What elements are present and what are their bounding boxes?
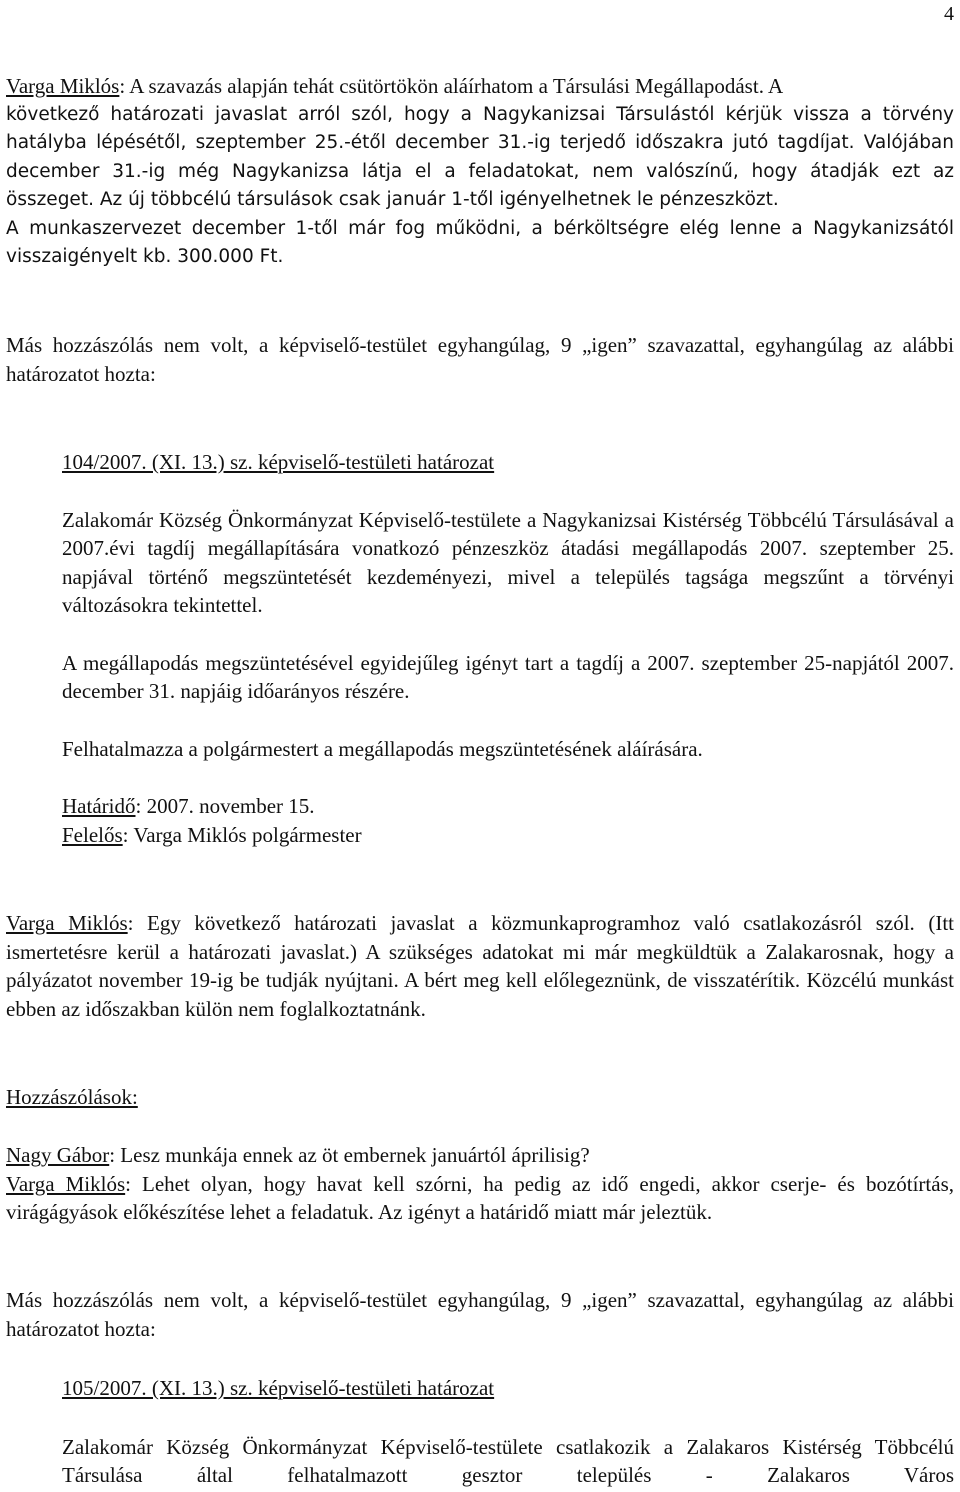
speech-body: : Egy következő határozati javaslat a közmunkaprogramhoz való csatlakozásról szól. (Itt ismertetésre kerül a határozati javaslat.) A szükséges adatokat mi már megküldtük a Zalakarosnak, hogy a pályázatot november 19-ig be tudják nyújtani. A bért meg kell előlegeznünk, de visszatérítik. Közcélú munkást ebben az időszakban külön nem foglalkoztatnánk.	[6, 911, 954, 1021]
comment-varga	[6, 1170, 954, 1227]
responsible-line	[62, 821, 954, 850]
speech-text	[6, 909, 954, 1023]
speaker-name: Varga Miklós	[6, 1171, 126, 1196]
comments-heading	[6, 1083, 954, 1112]
vote-statement-2	[6, 1286, 954, 1343]
comments-heading-text: Hozzászólások:	[6, 1085, 138, 1109]
resolution-body-2: A megállapodás megszüntetésével egyidejűleg igényt tart a tagdíj a 2007. szeptember 25-napjától 2007. december 31. napjáig időarányos részére.	[62, 650, 954, 703]
comments-block	[6, 1141, 954, 1227]
responsible-label: Felelős	[62, 822, 123, 847]
resolution-title: 104/2007. (XI. 13.) sz. képviselő-testületi határozat	[62, 450, 495, 474]
resolution-body-1: Zalakomár Község Önkormányzat Képviselő-testülete csatlakozik a Zalakaros Kistérség Többcélú Társulása által felhatalmazott gesztor település - Zalakaros Város	[62, 1434, 954, 1487]
resolution-title: 105/2007. (XI. 13.) sz. képviselő-testületi határozat	[62, 1376, 495, 1400]
responsible-value: : Varga Miklós polgármester	[122, 822, 362, 847]
deadline-value: : 2007. november 15.	[135, 794, 315, 818]
comment-text: : Lesz munkája ennek az öt embernek januártól áprilisig?	[109, 1143, 590, 1167]
speaker-name: Varga Miklós	[6, 911, 128, 935]
speech-varga-1	[6, 72, 954, 272]
resolution-body-3: Felhatalmazza a polgármestert a megállapodás megszüntetésének aláírására.	[62, 736, 703, 761]
speech-text-3: A munkaszervezet december 1-től már fog működni, a bérköltségre elég lenne a Nagykanizsától visszaigényelt kb. 300.000 Ft.	[6, 217, 954, 267]
resolution-body-1: Zalakomár Község Önkormányzat Képviselő-testülete a Nagykanizsai Kistérség Többcélú Társulásával a 2007.évi tagdíj megállapítására vonatkozó pénzeszköz átadási megállapodás 2007. szeptember 25. napjával történő megszüntetését kezdeményezi, mivel a település tagsága megszűnt a törvényi változásokra tekintettel.	[62, 507, 954, 617]
speech-text-1: A szavazás alapján tehát csütörtökön aláírhatom a Társulási Megállapodást. A	[129, 74, 784, 98]
speech-varga-2	[6, 909, 954, 1023]
vote-text: Más hozzászólás nem volt, a képviselő-testület egyhangúlag, 9 „igen” szavazattal, egyhangúlag az alábbi határozatot hozta:	[6, 1288, 954, 1341]
speaker-name: Nagy Gábor	[6, 1143, 110, 1167]
speaker-name: Varga Miklós	[6, 74, 120, 98]
resolution-104	[62, 448, 954, 849]
page-number: 4	[944, 3, 954, 25]
comment-nagy	[6, 1141, 954, 1170]
vote-text: Más hozzászólás nem volt, a képviselő-testület egyhangúlag, 9 „igen” szavazattal, egyhangúlag az alábbi határozatot hozta:	[6, 333, 954, 386]
deadline-label: Határidő	[62, 794, 136, 818]
vote-statement-1	[6, 331, 954, 388]
speech-text-2: következő határozati javaslat arról szól, hogy a Nagykanizsai Társulástól kérjük vissza a törvény hatályba lépésétől, szeptember 25.-étől december 31.-ig terjedő időszakra jutó tagdíjat. Valójában december 31.-ig még Nagykanizsa látja el a feladatokat, nem valószínű, hogy átadják ezt az összeget. Az új többcélú társulások csak január 1-től igényelhetnek le pénzeszközt.	[6, 103, 954, 210]
comment-text: : Lehet olyan, hogy havat kell szórni, ha pedig az idő engedi, akkor cserje- és bozótírtás, virágágyások előkészítése lehet a feladatuk. Az igényt a határidő miatt már jeleztük.	[6, 1171, 955, 1224]
deadline-line	[62, 792, 954, 821]
resolution-105	[62, 1374, 954, 1490]
speaker-colon: :	[119, 74, 130, 98]
speech-line-1	[6, 72, 954, 101]
